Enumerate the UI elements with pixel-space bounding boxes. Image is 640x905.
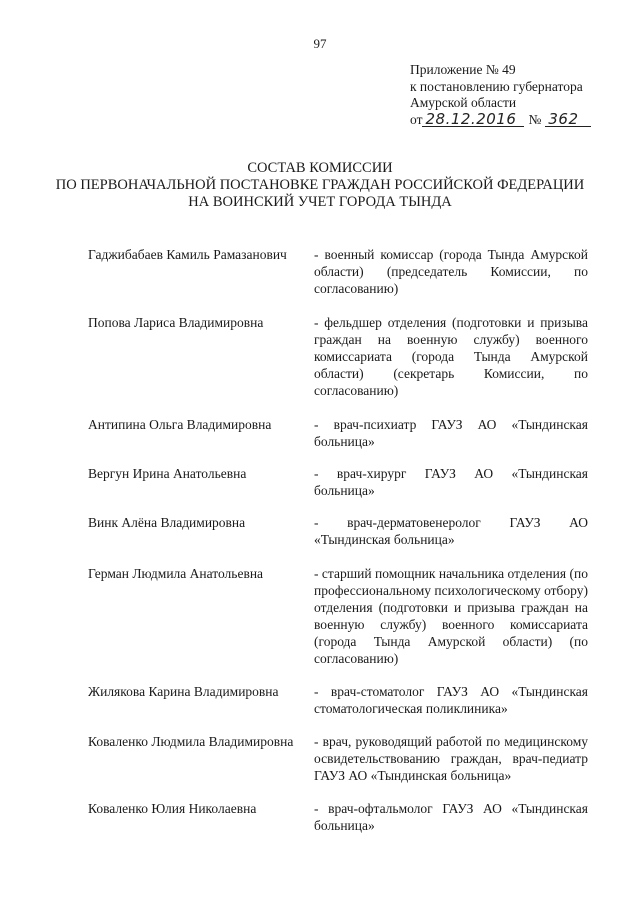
member-role: - врач-стоматолог ГАУЗ АО «Тындинская стоматологическая поликлиника» <box>314 684 588 716</box>
title-line-3: НА ВОИНСКИЙ УЧЕТ ГОРОДА ТЫНДА <box>188 194 452 210</box>
member-row <box>88 733 588 784</box>
member-role: - фельдшер отделения (подготовки и призыва граждан на военную службу) военного комиссариата (города Тында Амурской области) (секретарь Комиссии, по согласованию) <box>314 315 588 398</box>
member-row <box>88 314 588 399</box>
page-number: 97 <box>313 36 327 51</box>
member-name: Попова Лариса Владимировна <box>88 315 264 330</box>
member-role: - военный комиссар (города Тында Амурской области) (председатель Комиссии, по согласованию) <box>314 247 588 296</box>
member-row <box>88 800 588 834</box>
member-role: - врач-психиатр ГАУЗ АО «Тындинская больница» <box>314 417 588 449</box>
appendix-region-line: Амурской области <box>410 95 517 110</box>
member-name: Вергун Ирина Анатольевна <box>88 466 247 481</box>
member-role: - врач, руководящий работой по медицинскому освидетельствованию граждан, врач-педиатр ГАУЗ АО «Тындинская больница» <box>314 734 588 783</box>
member-row <box>88 565 588 667</box>
member-role: - врач-хирург ГАУЗ АО «Тындинская больница» <box>314 466 588 498</box>
commission-members-list <box>88 246 588 834</box>
member-row <box>88 465 588 499</box>
number-prefix: № <box>528 111 542 127</box>
date-prefix: от <box>410 111 423 127</box>
member-role: - старший помощник начальника отделения (по профессиональному психологическому отбору) отделения (подготовки и призыва граждан на военную службу) военного комиссариата (города Тында Амурской области) (по согласованию) <box>314 566 588 666</box>
appendix-title: Приложение № 49 <box>410 62 516 77</box>
member-name: Жилякова Карина Владимировна <box>88 684 279 699</box>
decree-date-line <box>410 109 610 129</box>
member-row <box>88 683 588 717</box>
member-name: Коваленко Юлия Николаевна <box>88 801 257 816</box>
member-role: - врач-офтальмолог ГАУЗ АО «Тындинская больница» <box>314 801 588 833</box>
member-row <box>88 514 588 548</box>
member-name: Герман Людмила Анатольевна <box>88 566 264 581</box>
title-line-1: СОСТАВ КОМИССИИ <box>247 160 393 176</box>
document-title <box>0 160 640 211</box>
handwritten-number: 362 <box>545 112 591 127</box>
member-name: Антипина Ольга Владимировна <box>88 417 272 432</box>
member-name: Винк Алёна Владимировна <box>88 515 246 530</box>
member-name: Гаджибабаев Камиль Рамазанович <box>88 247 287 262</box>
appendix-decree-line: к постановлению губернатора <box>410 78 583 94</box>
member-name: Коваленко Людмила Владимировна <box>88 734 294 749</box>
member-row <box>88 246 588 297</box>
handwritten-date: 28.12.2016 <box>422 112 524 127</box>
title-line-2: ПО ПЕРВОНАЧАЛЬНОЙ ПОСТАНОВКЕ ГРАЖДАН РОССИЙСКОЙ ФЕДЕРАЦИИ <box>55 177 585 193</box>
member-row <box>88 416 588 450</box>
member-role: - врач-дерматовенеролог ГАУЗ АО «Тындинская больница» <box>314 515 588 547</box>
appendix-header <box>410 62 610 128</box>
